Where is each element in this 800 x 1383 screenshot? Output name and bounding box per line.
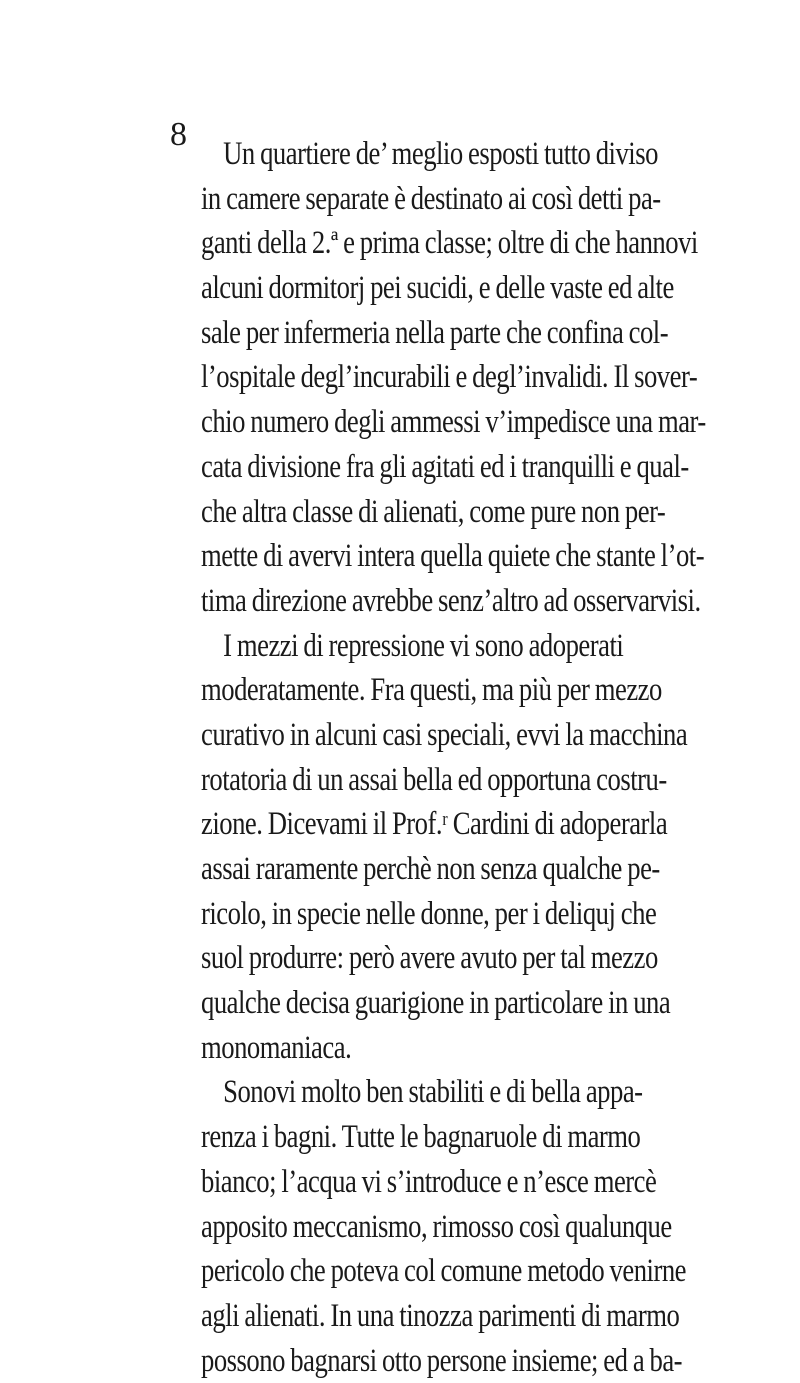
text-line: pericolo che poteva col comune metodo venirne bbox=[201, 1253, 687, 1290]
text-line: alcuni dormitorj pei sucidi, e delle vaste ed alte bbox=[201, 270, 674, 307]
text-line: Sonovi molto ben stabiliti e di bella appa- bbox=[223, 1074, 643, 1111]
text-line: bianco; l’acqua vi s’introduce e n’esce mercè bbox=[201, 1163, 657, 1200]
text-line: possono bagnarsi otto persone insieme; ed a ba- bbox=[201, 1342, 683, 1379]
text-line: chio numero degli ammessi v’impedisce una mar- bbox=[201, 404, 706, 441]
text-line: curativo in alcuni casi speciali, evvi la macchina bbox=[201, 716, 688, 753]
text-line: ricolo, in specie nelle donne, per i deliquj che bbox=[201, 895, 657, 932]
text-line: moderatamente. Fra questi, ma più per mezzo bbox=[201, 672, 662, 709]
text-line: zione. Dicevami il Prof.ʳ Cardini di adoperarla bbox=[201, 806, 668, 843]
page-number: 8 bbox=[170, 116, 187, 153]
text-line: qualche decisa guarigione in particolare in una bbox=[201, 985, 671, 1022]
text-line: agli alienati. In una tinozza parimenti di marmo bbox=[201, 1297, 680, 1334]
text-line: renza i bagni. Tutte le bagnaruole di marmo bbox=[201, 1119, 641, 1156]
text-line: l’ospitale degl’incurabili e degl’invalidi. Il sover- bbox=[201, 359, 698, 396]
text-line: tima direzione avrebbe senz’altro ad osservarvisi. bbox=[201, 582, 701, 619]
text-line: cata divisione fra gli agitati ed i tranquilli e qual- bbox=[201, 448, 689, 485]
text-line: I mezzi di repressione vi sono adoperati bbox=[223, 627, 624, 664]
text-line: rotatoria di un assai bella ed opportuna costru- bbox=[201, 761, 667, 798]
text-line: apposito meccanismo, rimosso così qualunque bbox=[201, 1208, 672, 1245]
text-line: mette di avervi intera quella quiete che stante l’ot- bbox=[201, 538, 705, 575]
text-line: assai raramente perchè non senza qualche pe- bbox=[201, 851, 660, 887]
text-line: sale per infermeria nella parte che confina col- bbox=[201, 314, 669, 351]
text-line: suol produrre: però avere avuto per tal mezzo bbox=[201, 940, 658, 977]
text-line: monomaniaca. bbox=[201, 1029, 352, 1066]
text-line: in camere separate è destinato ai così detti pa- bbox=[201, 180, 661, 217]
text-line: ganti della 2.ª e prima classe; oltre di che hannovi bbox=[201, 225, 698, 262]
body-text bbox=[201, 132, 706, 1383]
text-line: che altra classe di alienati, come pure non per- bbox=[201, 493, 666, 530]
text-line: Un quartiere de’ meglio esposti tutto diviso bbox=[223, 136, 658, 172]
